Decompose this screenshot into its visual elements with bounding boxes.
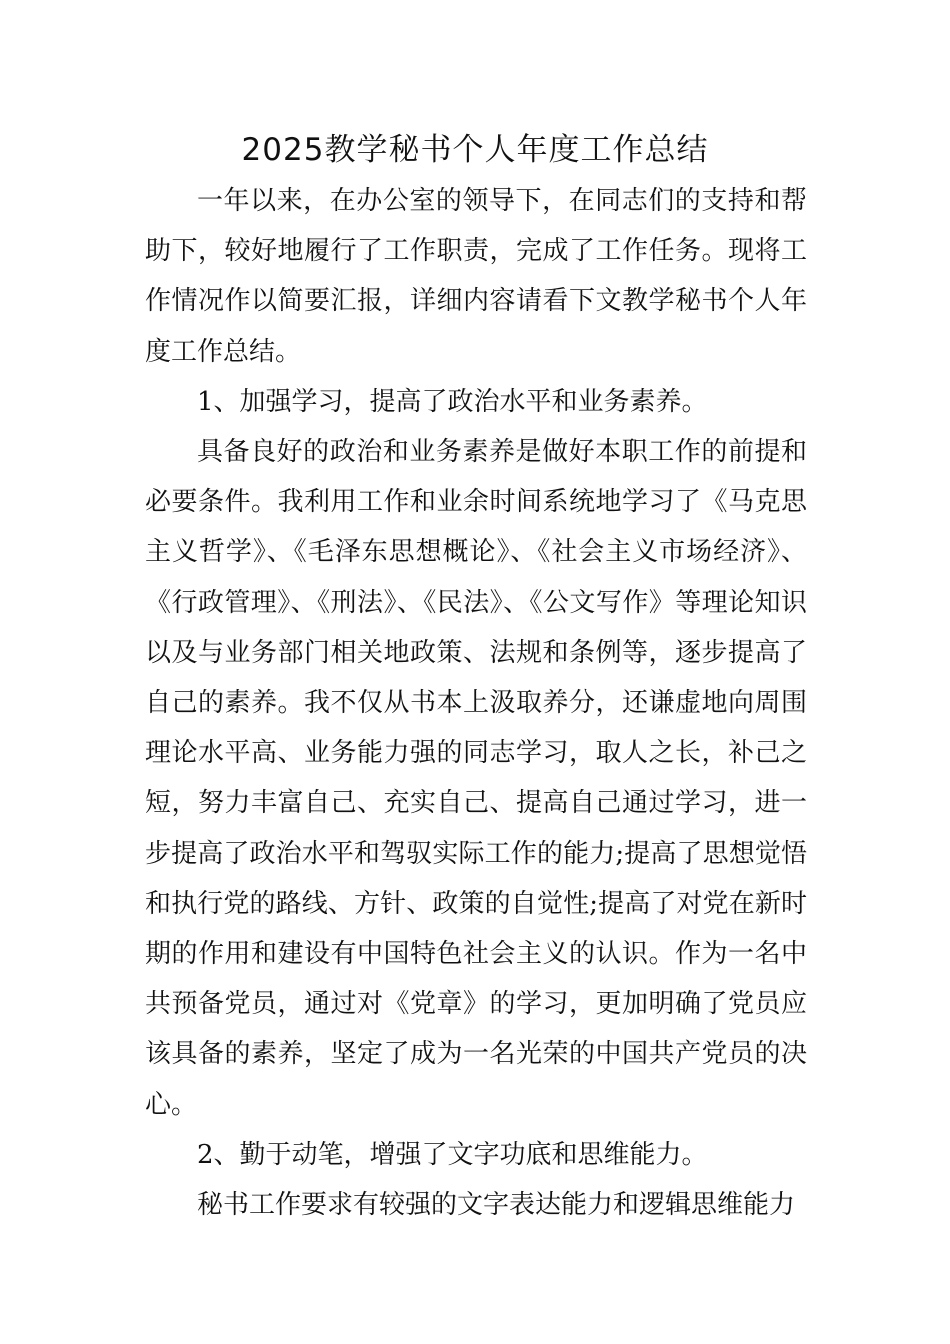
paragraph-heading-2: 2、勤于动笔，增强了文字功底和思维能力。 (197, 1139, 708, 1170)
paragraph-writing: 秘书工作要求有较强的文字表达能力和逻辑思维能力 (197, 1190, 796, 1221)
document-body (145, 176, 807, 1230)
paragraph-intro: 一年以来，在办公室的领导下，在同志们的支持和帮助下，较好地履行了工作职责，完成了工作任务。现将工作情况作以简要汇报，详细内容请看下文教学秘书个人年度工作总结。 (145, 186, 807, 367)
paragraph-study: 具备良好的政治和业务素养是做好本职工作的前提和必要条件。我利用工作和业余时间系统地学习了《马克思主义哲学》、《毛泽东思想概论》、《社会主义市场经济》、《行政管理》、《刑法》、《民法》、《公文写作》等理论知识以及与业务部门相关地政策、法规和条例等，逐步提高了自己的素养。我不仅从书本上汲取养分，还谦虚地向周围理论水平高、业务能力强的同志学习，取人之长，补己之短，努力丰富自己、充实自己、提高自己通过学习，进一步提高了政治水平和驾驭实际工作的能力;提高了思想觉悟和执行党的路线、方针、政策的自觉性;提高了对党在新时期的作用和建设有中国特色社会主义的认识。作为一名中共预备党员，通过对《党章》的学习，更加明确了党员应该具备的素养，坚定了成为一名光荣的中国共产党员的决心。 (145, 437, 807, 1120)
document-title: 2025教学秘书个人年度工作总结 (241, 132, 709, 168)
paragraph-heading-1: 1、加强学习，提高了政治水平和业务素养。 (197, 386, 708, 417)
